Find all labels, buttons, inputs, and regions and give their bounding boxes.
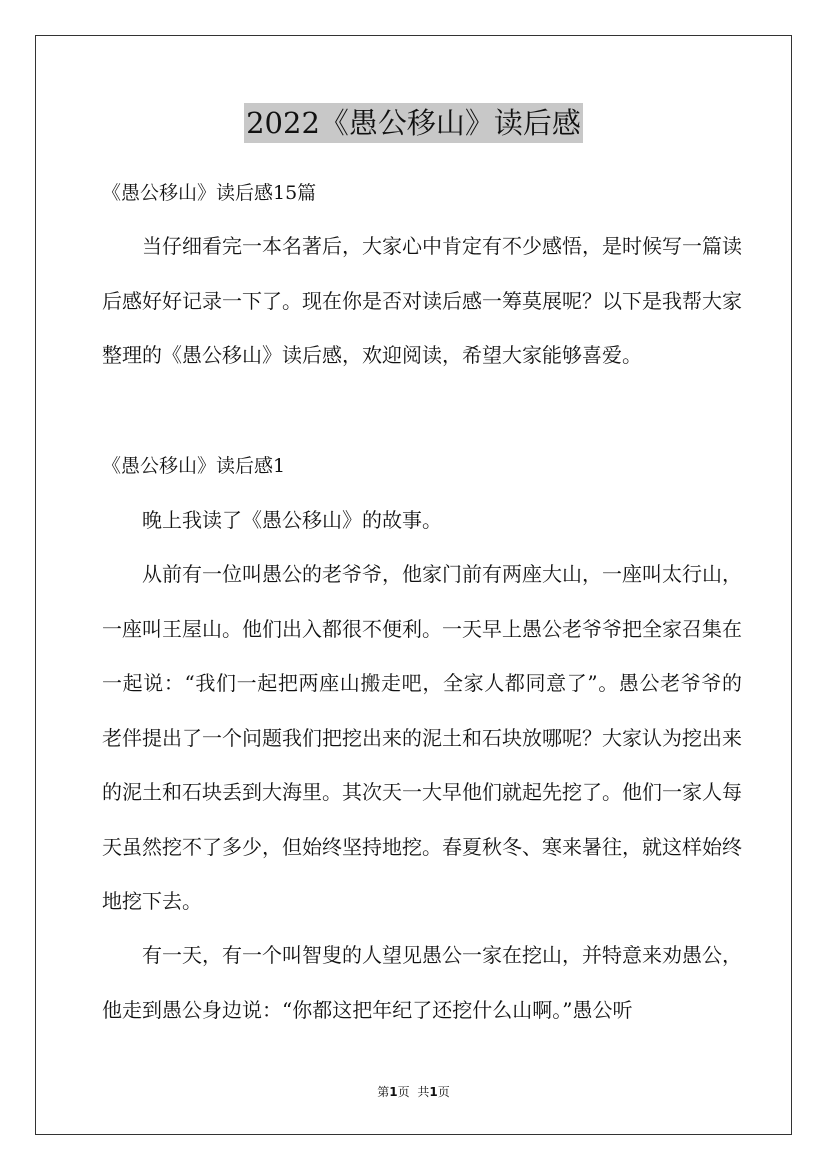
title-container xyxy=(0,103,827,143)
total-pages: 1 xyxy=(429,1085,438,1099)
page-label-suffix: 页 xyxy=(397,1085,410,1099)
document-subtitle: 《愚公移山》读后感15篇 xyxy=(102,182,317,204)
section-heading: 《愚公移山》读后感1 xyxy=(102,455,286,477)
total-label-suffix: 页 xyxy=(437,1085,450,1099)
body-paragraph-3: 有一天，有一个叫智叟的人望见愚公一家在挖山，并特意来劝愚公，他走到愚公身边说：“你都这把年纪了还挖什么山啊。”愚公听 xyxy=(102,943,742,1022)
page-label-prefix: 第 xyxy=(377,1085,390,1099)
document-title: 2022《愚公移山》读后感 xyxy=(244,103,583,143)
page-number: 1 xyxy=(389,1085,398,1099)
body-paragraph-2: 从前有一位叫愚公的老爷爷，他家门前有两座大山，一座叫太行山，一座叫王屋山。他们出入都很不便利。一天早上愚公老爷爷把全家召集在一起说：“我们一起把两座山搬走吧，全家人都同意了”。愚公老爷爷的老伴提出了一个问题我们把挖出来的泥土和石块放哪呢？大家认为挖出来的泥土和石块丢到大海里。其次天一大早他们就起先挖了。他们一家人每天虽然挖不了多少，但始终坚持地挖。春夏秋冬、寒来暑往，就这样始终地挖下去。 xyxy=(102,562,742,913)
page-footer xyxy=(0,1083,827,1101)
total-label-prefix: 共 xyxy=(417,1085,430,1099)
intro-paragraph: 当仔细看完一本名著后，大家心中肯定有不少感悟，是时候写一篇读后感好好记录一下了。现在你是否对读后感一筹莫展呢？以下是我帮大家整理的《愚公移山》读后感，欢迎阅读，希望大家能够喜爱。 xyxy=(102,234,742,367)
body-paragraph-1: 晚上我读了《愚公移山》的故事。 xyxy=(142,508,442,532)
